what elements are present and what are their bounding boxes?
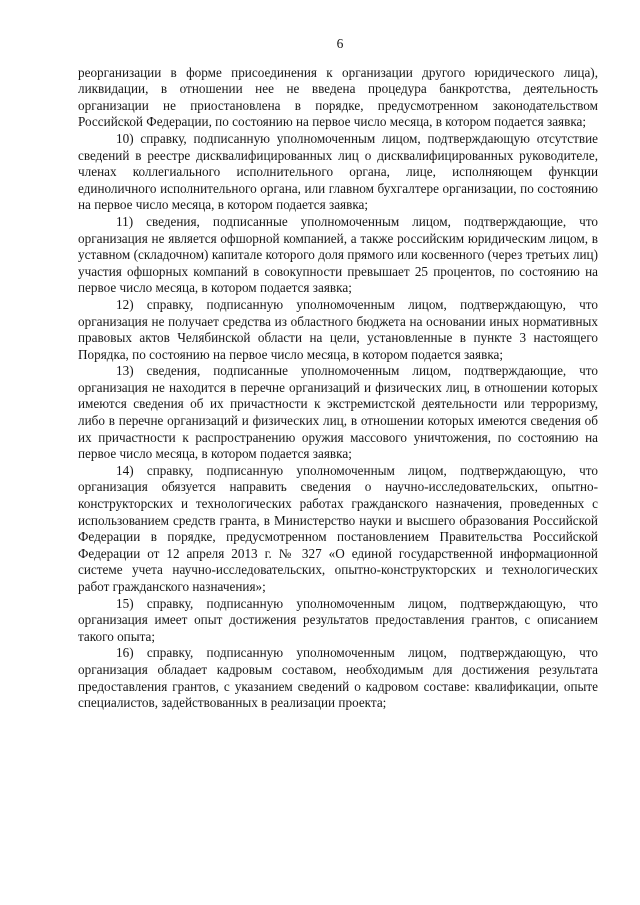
paragraph-item-14: 14) справку, подписанную уполномоченным лицом, подтверждающую, что организация обязуется направить сведения о научно-исследовательских, опытно-конструкторских и технологических работах гражданского назначения, проведенных с использованием средств гранта, в Министерство науки и высшего образования Российской Федерации в порядке, предусмотренном постановлением Правительства Российской Федерации от 12 апреля 2013 г. № 327 «О единой государственной информационной системе учета научно-исследовательских, опытно-конструкторских и технологических работ гражданского назначения»; xyxy=(78,462,598,594)
paragraph-item-16: 16) справку, подписанную уполномоченным лицом, подтверждающую, что организация обладает кадровым составом, необходимым для достижения результата предоставления грантов, с указанием сведений о кадровом составе: квалификации, опыте специалистов, задействованных в реализации проекта; xyxy=(78,645,598,711)
paragraph-item-13: 13) сведения, подписанные уполномоченным лицом, подтверждающие, что организация не находится в перечне организаций и физических лиц, в отношении которых имеются сведения об их причастности к экстремистской деятельности или терроризму, либо в перечне организаций и физических лиц, в отношении которых имеются сведения об их причастности к распространению оружия массового уничтожения, по состоянию на первое число месяца, в котором подается заявка; xyxy=(78,363,598,462)
page-number: 6 xyxy=(336,36,344,51)
paragraph-item-12: 12) справку, подписанную уполномоченным лицом, подтверждающую, что организация не получает средства из областного бюджета на основании иных нормативных правовых актов Челябинской области на цели, установленные в пункте 3 настоящего Порядка, по состоянию на первое число месяца, в котором подается заявка; xyxy=(78,296,598,362)
paragraph-item-10: 10) справку, подписанную уполномоченным лицом, подтверждающую отсутствие сведений в реестре дисквалифицированных лиц о дисквалифицированных руководителе, членах коллегиального исполнительного органа, лице, исполняющем функции единоличного исполнительного органа, или главном бухгалтере организации, по состоянию на первое число месяца, в котором подается заявка; xyxy=(78,130,598,213)
document-page xyxy=(78,36,598,712)
paragraph-item-15: 15) справку, подписанную уполномоченным лицом, подтверждающую, что организация имеет опыт достижения результатов предоставления грантов, с описанием такого опыта; xyxy=(78,595,598,644)
paragraph-continuation: реорганизации в форме присоединения к организации другого юридического лица), ликвидации, в отношении нее не введена процедура банкротства, деятельность организации не приостановлена в порядке, предусмотренном законодательством Российской Федерации, по состоянию на первое число месяца, в котором подается заявка; xyxy=(78,64,598,130)
paragraph-item-11: 11) сведения, подписанные уполномоченным лицом, подтверждающие, что организация не является офшорной компанией, а также российским юридическим лицом, в уставном (складочном) капитале которого доля прямого или косвенного (через третьих лиц) участия офшорных компаний в совокупности превышает 25 процентов, по состоянию на первое число месяца, в котором подается заявка; xyxy=(78,213,598,296)
